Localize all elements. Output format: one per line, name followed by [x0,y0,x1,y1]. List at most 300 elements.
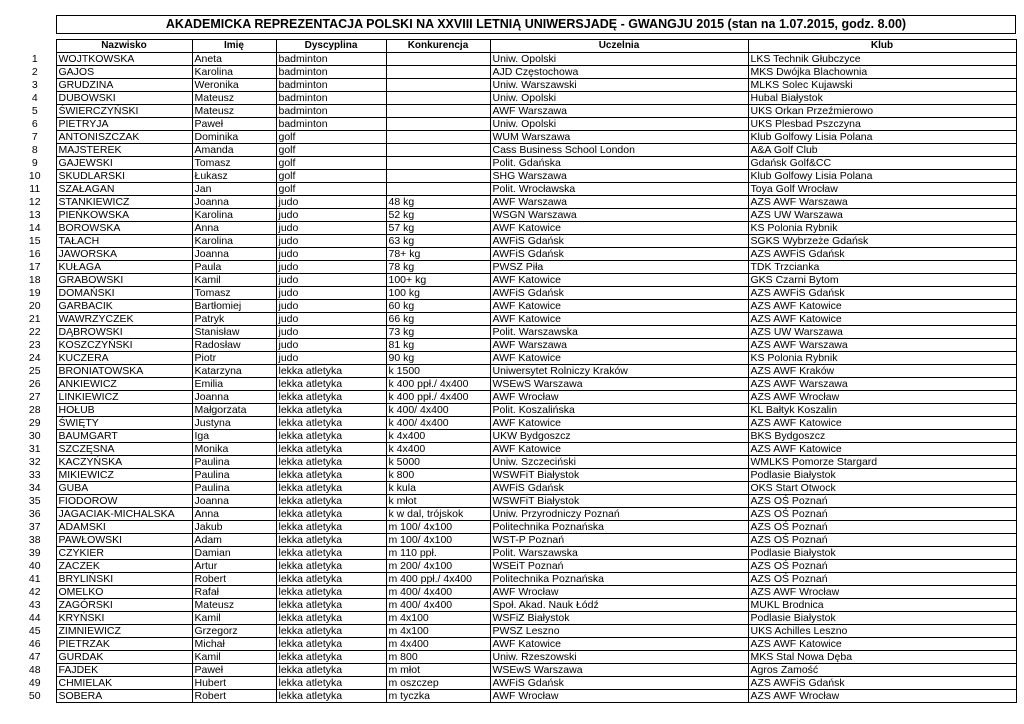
discipline-cell: judo [276,209,386,222]
discipline-cell: lekka atletyka [276,612,386,625]
event-cell: 100+ kg [386,274,490,287]
table-row [14,352,1016,365]
discipline-cell: lekka atletyka [276,625,386,638]
event-cell: 90 kg [386,352,490,365]
row-number: 42 [28,586,41,598]
event-cell: m 800 [386,651,490,664]
row-number: 36 [28,508,41,520]
event-cell: k 400/ 4x400 [386,404,490,417]
event-cell [386,53,490,66]
discipline-cell: lekka atletyka [276,482,386,495]
first-name-cell: Paweł [192,664,276,677]
surname-cell: BRONIATOWSKA [56,365,192,378]
discipline-cell: judo [276,326,386,339]
university-cell: WSWFiT Białystok [490,469,748,482]
event-cell: 78+ kg [386,248,490,261]
event-cell [386,105,490,118]
club-cell: AZS OŚ Poznań [748,495,1016,508]
surname-cell: KOSZCZYŃSKI [56,339,192,352]
event-cell: m 100/ 4x100 [386,521,490,534]
surname-cell: GUBA [56,482,192,495]
first-name-cell: Jan [192,183,276,196]
discipline-cell: judo [276,196,386,209]
event-cell: m młot [386,664,490,677]
event-cell [386,144,490,157]
club-cell: AZS AWFiS Gdańsk [748,248,1016,261]
row-number: 10 [28,170,41,182]
event-cell: m oszczep [386,677,490,690]
university-cell: AJD Częstochowa [490,66,748,79]
discipline-cell: golf [276,183,386,196]
club-cell: KS Polonia Rybnik [748,222,1016,235]
table-row [14,235,1016,248]
table-row [14,612,1016,625]
table-body [14,53,1016,703]
table-row [14,638,1016,651]
discipline-cell: judo [276,235,386,248]
discipline-cell: lekka atletyka [276,430,386,443]
event-cell: k 400 ppł./ 4x400 [386,391,490,404]
surname-cell: SKUDLARSKI [56,170,192,183]
row-number: 15 [28,235,41,247]
university-cell: AWF Warszawa [490,196,748,209]
row-number: 49 [28,677,41,689]
table-row [14,313,1016,326]
row-number: 7 [31,131,38,143]
university-cell: WSEwS Warszawa [490,378,748,391]
row-number: 18 [28,274,41,286]
university-cell: AWF Katowice [490,443,748,456]
table-row [14,261,1016,274]
row-number: 4 [31,92,38,104]
surname-cell: STANKIEWICZ [56,196,192,209]
first-name-cell: Tomasz [192,287,276,300]
header-club: Klub [748,40,1016,53]
university-cell: Politechnika Poznańska [490,573,748,586]
discipline-cell: lekka atletyka [276,560,386,573]
discipline-cell: lekka atletyka [276,495,386,508]
club-cell: KL Bałtyk Koszalin [748,404,1016,417]
club-cell: AZS AWF Katowice [748,417,1016,430]
event-cell: 52 kg [386,209,490,222]
row-number: 34 [28,482,41,494]
first-name-cell: Kamil [192,651,276,664]
row-number: 8 [31,144,38,156]
club-cell: AZS OŚ Poznań [748,521,1016,534]
club-cell: GKS Czarni Bytom [748,274,1016,287]
discipline-cell: judo [276,352,386,365]
club-cell: Klub Golfowy Lisia Polana [748,131,1016,144]
athletes-table [14,39,1017,703]
club-cell: Klub Golfowy Lisia Polana [748,170,1016,183]
first-name-cell: Emilia [192,378,276,391]
event-cell [386,170,490,183]
table-row [14,274,1016,287]
surname-cell: SOBERA [56,690,192,703]
discipline-cell: golf [276,170,386,183]
first-name-cell: Damian [192,547,276,560]
row-number: 33 [28,469,41,481]
event-cell [386,183,490,196]
event-cell: 60 kg [386,300,490,313]
surname-cell: GRUDZINA [56,79,192,92]
row-number: 25 [28,365,41,377]
document-title: AKADEMICKA REPREZENTACJA POLSKI NA XXVIII LETNIĄ UNIWERSJADĘ - GWANGJU 2015 (stan na 1.07.2015, godz. 8.00) [56,15,1016,34]
event-cell: k 400 ppł./ 4x400 [386,378,490,391]
event-cell [386,118,490,131]
row-number: 37 [28,521,41,533]
table-row [14,300,1016,313]
university-cell: AWFiS Gdańsk [490,482,748,495]
event-cell: m 110 ppł. [386,547,490,560]
university-cell: AWFiS Gdańsk [490,235,748,248]
event-cell [386,157,490,170]
first-name-cell: Bartłomiej [192,300,276,313]
event-cell: 63 kg [386,235,490,248]
table-row [14,495,1016,508]
surname-cell: PIETRYJA [56,118,192,131]
university-cell: AWF Katowice [490,352,748,365]
table-row [14,326,1016,339]
event-cell [386,131,490,144]
surname-cell: PIETRZAK [56,638,192,651]
table-row [14,521,1016,534]
first-name-cell: Amanda [192,144,276,157]
university-cell: PWSZ Piła [490,261,748,274]
table-header-row [14,40,1016,53]
surname-cell: PAWŁOWSKI [56,534,192,547]
event-cell: m 4x100 [386,625,490,638]
surname-cell: DOMAŃSKI [56,287,192,300]
university-cell: Polit. Gdańska [490,157,748,170]
table-row [14,66,1016,79]
first-name-cell: Aneta [192,53,276,66]
university-cell: SHG Warszawa [490,170,748,183]
surname-cell: LINKIEWICZ [56,391,192,404]
discipline-cell: lekka atletyka [276,391,386,404]
discipline-cell: lekka atletyka [276,443,386,456]
club-cell: UKS Plesbad Pszczyna [748,118,1016,131]
first-name-cell: Stanisław [192,326,276,339]
discipline-cell: lekka atletyka [276,599,386,612]
first-name-cell: Paulina [192,469,276,482]
surname-cell: ANTONISZCZAK [56,131,192,144]
first-name-cell: Kamil [192,612,276,625]
club-cell: Podlasie Białystok [748,469,1016,482]
club-cell: Podlasie Białystok [748,612,1016,625]
surname-cell: KUŁAGA [56,261,192,274]
table-row [14,118,1016,131]
row-number: 32 [28,456,41,468]
surname-cell: ZIMNIEWICZ [56,625,192,638]
first-name-cell: Patryk [192,313,276,326]
discipline-cell: lekka atletyka [276,469,386,482]
discipline-cell: lekka atletyka [276,677,386,690]
first-name-cell: Joanna [192,495,276,508]
university-cell: PWSZ Leszno [490,625,748,638]
first-name-cell: Hubert [192,677,276,690]
first-name-cell: Karolina [192,66,276,79]
university-cell: Uniw. Opolski [490,92,748,105]
first-name-cell: Artur [192,560,276,573]
surname-cell: PIEŃKOWSKA [56,209,192,222]
first-name-cell: Małgorzata [192,404,276,417]
club-cell: AZS AWF Katowice [748,313,1016,326]
event-cell: 73 kg [386,326,490,339]
event-cell [386,66,490,79]
row-number: 19 [28,287,41,299]
university-cell: Cass Business School London [490,144,748,157]
row-number: 9 [31,157,38,169]
event-cell: 66 kg [386,313,490,326]
club-cell: AZS UW Warszawa [748,326,1016,339]
table-row [14,456,1016,469]
first-name-cell: Paweł [192,118,276,131]
first-name-cell: Iga [192,430,276,443]
table-row [14,430,1016,443]
club-cell: AZS AWF Katowice [748,443,1016,456]
university-cell: WSFiZ Białystok [490,612,748,625]
surname-cell: KRYŃSKI [56,612,192,625]
surname-cell: BOROWSKA [56,222,192,235]
event-cell: m 4x100 [386,612,490,625]
surname-cell: BAUMGART [56,430,192,443]
header-university: Uczelnia [490,40,748,53]
first-name-cell: Piotr [192,352,276,365]
university-cell: AWFiS Gdańsk [490,287,748,300]
club-cell: Agros Zamość [748,664,1016,677]
row-number: 3 [31,79,38,91]
first-name-cell: Anna [192,222,276,235]
event-cell: k 1500 [386,365,490,378]
discipline-cell: judo [276,274,386,287]
club-cell: AZS AWF Kraków [748,365,1016,378]
surname-cell: ŚWIERCZYŃSKI [56,105,192,118]
university-cell: AWFiS Gdańsk [490,677,748,690]
discipline-cell: golf [276,144,386,157]
club-cell: Hubal Białystok [748,92,1016,105]
header-event: Konkurencja [386,40,490,53]
table-row [14,391,1016,404]
first-name-cell: Joanna [192,391,276,404]
university-cell: Uniw. Warszawski [490,79,748,92]
club-cell: AZS AWF Warszawa [748,196,1016,209]
table-row [14,157,1016,170]
event-cell: k 5000 [386,456,490,469]
discipline-cell: judo [276,339,386,352]
table-row [14,144,1016,157]
table-row [14,287,1016,300]
surname-cell: ANKIEWICZ [56,378,192,391]
table-row [14,53,1016,66]
row-number: 48 [28,664,41,676]
discipline-cell: lekka atletyka [276,651,386,664]
event-cell: k 800 [386,469,490,482]
surname-cell: WOJTKOWSKA [56,53,192,66]
event-cell: 81 kg [386,339,490,352]
first-name-cell: Mateusz [192,599,276,612]
discipline-cell: judo [276,300,386,313]
discipline-cell: lekka atletyka [276,638,386,651]
club-cell: Toya Golf Wrocław [748,183,1016,196]
first-name-cell: Joanna [192,196,276,209]
club-cell: AZS AWFiS Gdańsk [748,677,1016,690]
header-surname: Nazwisko [56,40,192,53]
club-cell: AZS AWFiS Gdańsk [748,287,1016,300]
table-row [14,560,1016,573]
club-cell: MLKS Solec Kujawski [748,79,1016,92]
university-cell: AWF Katowice [490,638,748,651]
first-name-cell: Rafał [192,586,276,599]
university-cell: AWF Warszawa [490,339,748,352]
discipline-cell: lekka atletyka [276,521,386,534]
row-number: 16 [28,248,41,260]
table-row [14,404,1016,417]
discipline-cell: lekka atletyka [276,586,386,599]
university-cell: WSGN Warszawa [490,209,748,222]
table-row [14,183,1016,196]
surname-cell: ZAGÓRSKI [56,599,192,612]
first-name-cell: Tomasz [192,157,276,170]
club-cell: AZS AWF Warszawa [748,339,1016,352]
first-name-cell: Karolina [192,235,276,248]
row-number: 38 [28,534,41,546]
row-number: 47 [28,651,41,663]
club-cell: AZS OŚ Poznań [748,534,1016,547]
row-number: 21 [28,313,41,325]
row-number: 50 [28,690,41,702]
event-cell: m 100/ 4x100 [386,534,490,547]
surname-cell: GRABOWSKI [56,274,192,287]
university-cell: UKW Bydgoszcz [490,430,748,443]
table-row [14,365,1016,378]
discipline-cell: badminton [276,79,386,92]
first-name-cell: Radosław [192,339,276,352]
discipline-cell: badminton [276,53,386,66]
club-cell: OKS Start Otwock [748,482,1016,495]
surname-cell: HOŁUB [56,404,192,417]
surname-cell: WAWRZYCZEK [56,313,192,326]
club-cell: WMLKS Pomorze Stargard [748,456,1016,469]
club-cell: TDK Trzcianka [748,261,1016,274]
university-cell: Uniwersytet Rolniczy Kraków [490,365,748,378]
discipline-cell: badminton [276,118,386,131]
table-row [14,677,1016,690]
discipline-cell: judo [276,248,386,261]
header-discipline: Dyscyplina [276,40,386,53]
club-cell: AZS AWF Wrocław [748,586,1016,599]
discipline-cell: lekka atletyka [276,378,386,391]
table-row [14,690,1016,703]
discipline-cell: lekka atletyka [276,664,386,677]
university-cell: WSWFiT Białystok [490,495,748,508]
row-number: 43 [28,599,41,611]
surname-cell: GAJEWSKI [56,157,192,170]
row-number: 35 [28,495,41,507]
first-name-cell: Joanna [192,248,276,261]
club-cell: AZS OŚ Poznań [748,573,1016,586]
first-name-cell: Justyna [192,417,276,430]
university-cell: Polit. Warszawska [490,547,748,560]
club-cell: LKS Technik Głubczyce [748,53,1016,66]
club-cell: AZS AWF Katowice [748,638,1016,651]
university-cell: AWF Katowice [490,222,748,235]
discipline-cell: lekka atletyka [276,534,386,547]
event-cell: k w dal, trójskok [386,508,490,521]
surname-cell: FIODOROW [56,495,192,508]
discipline-cell: badminton [276,92,386,105]
event-cell: m 4x400 [386,638,490,651]
university-cell: AWF Katowice [490,417,748,430]
table-row [14,625,1016,638]
discipline-cell: badminton [276,105,386,118]
surname-cell: OMELKO [56,586,192,599]
university-cell: WUM Warszawa [490,131,748,144]
club-cell: UKS Orkan Przeźmierowo [748,105,1016,118]
first-name-cell: Mateusz [192,105,276,118]
discipline-cell: judo [276,222,386,235]
event-cell: k 400/ 4x400 [386,417,490,430]
club-cell: AZS AWF Katowice [748,300,1016,313]
club-cell: AZS OŚ Poznań [748,508,1016,521]
row-number: 20 [28,300,41,312]
surname-cell: DĄBROWSKI [56,326,192,339]
first-name-cell: Monika [192,443,276,456]
first-name-cell: Dominika [192,131,276,144]
club-cell: AZS AWF Warszawa [748,378,1016,391]
row-number: 12 [28,196,41,208]
club-cell: AZS OŚ Poznań [748,560,1016,573]
row-number: 31 [28,443,41,455]
university-cell: AWF Wrocław [490,690,748,703]
first-name-cell: Łukasz [192,170,276,183]
event-cell: m tyczka [386,690,490,703]
event-cell: 57 kg [386,222,490,235]
table-row [14,599,1016,612]
event-cell: 48 kg [386,196,490,209]
surname-cell: CHMIELAK [56,677,192,690]
row-number: 24 [28,352,41,364]
discipline-cell: lekka atletyka [276,365,386,378]
club-cell: MUKL Brodnica [748,599,1016,612]
row-number: 44 [28,612,41,624]
university-cell: Uniw. Opolski [490,118,748,131]
club-cell: AZS UW Warszawa [748,209,1016,222]
discipline-cell: judo [276,287,386,300]
table-row [14,170,1016,183]
first-name-cell: Adam [192,534,276,547]
event-cell: k 4x400 [386,443,490,456]
row-number: 5 [31,105,38,117]
surname-cell: SZCZĘSNA [56,443,192,456]
first-name-cell: Weronika [192,79,276,92]
university-cell: Polit. Koszalińska [490,404,748,417]
discipline-cell: badminton [276,66,386,79]
table-row [14,222,1016,235]
row-number: 40 [28,560,41,572]
table-row [14,131,1016,144]
table-row [14,443,1016,456]
first-name-cell: Mateusz [192,92,276,105]
club-cell: KS Polonia Rybnik [748,352,1016,365]
row-number: 23 [28,339,41,351]
university-cell: AWF Wrocław [490,391,748,404]
first-name-cell: Paulina [192,456,276,469]
first-name-cell: Jakub [192,521,276,534]
table-row [14,209,1016,222]
row-number: 46 [28,638,41,650]
discipline-cell: lekka atletyka [276,404,386,417]
